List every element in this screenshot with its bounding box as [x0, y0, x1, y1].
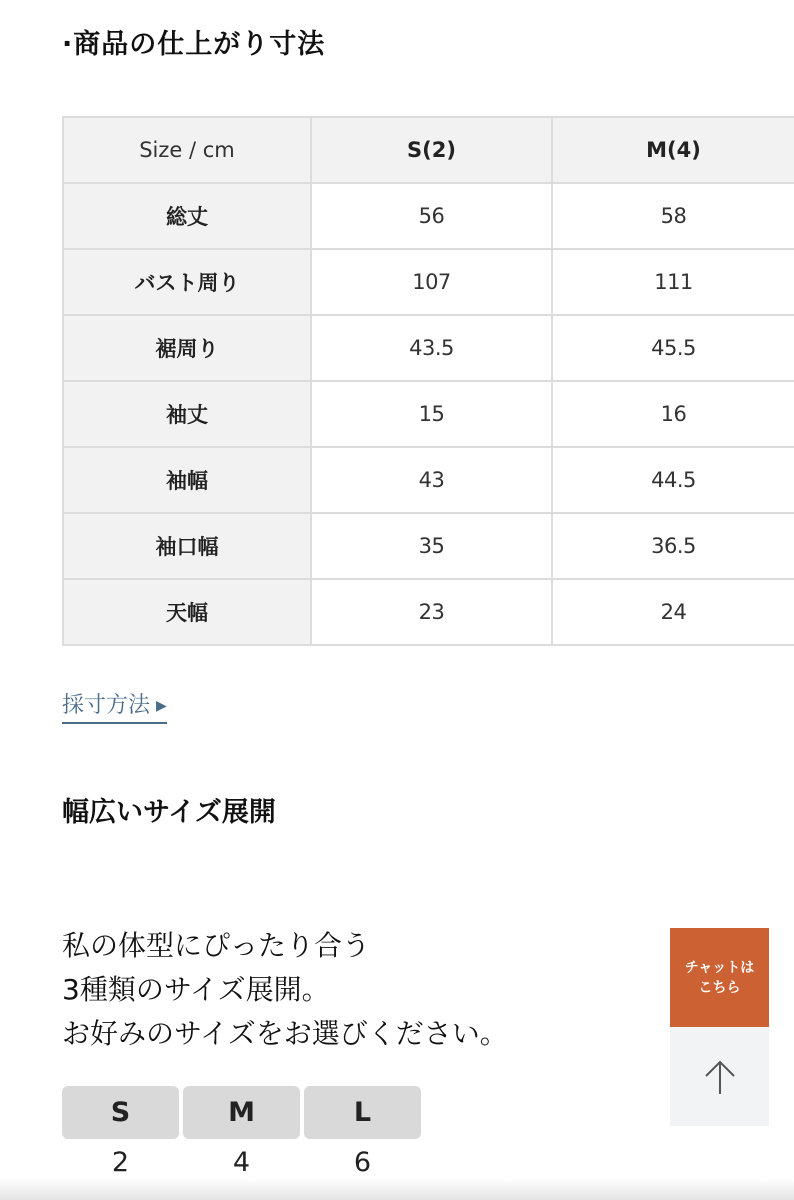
table-row [63, 183, 794, 249]
header-size-m: M(4) [552, 117, 794, 183]
intro-line: 3種類のサイズ展開。 [62, 973, 330, 1006]
size-number-m: 4 [232, 1147, 251, 1178]
size-tabs [62, 1086, 421, 1139]
row-label: 総丈 [63, 183, 311, 249]
row-label: 袖幅 [63, 447, 311, 513]
cell-s: 23 [311, 579, 552, 645]
cell-m: 36.5 [552, 513, 794, 579]
cell-s: 56 [311, 183, 552, 249]
row-label: 袖口幅 [63, 513, 311, 579]
play-arrow-icon: ▶ [156, 698, 167, 714]
size-number-s: 2 [111, 1147, 130, 1178]
cell-s: 35 [311, 513, 552, 579]
table-row [63, 447, 794, 513]
cell-s: 107 [311, 249, 552, 315]
header-size-cm: Size / cm [63, 117, 311, 183]
cell-m: 111 [552, 249, 794, 315]
size-tab-m[interactable]: M [183, 1086, 300, 1139]
measurement-method-label: 採寸方法 [62, 693, 151, 718]
chat-button-label-line2: こちら [698, 979, 741, 996]
table-row [63, 315, 794, 381]
row-label: 天幅 [63, 579, 311, 645]
chat-button-label-line1: チャットは [684, 959, 755, 976]
header-size-s: S(2) [311, 117, 552, 183]
intro-line: お好みのサイズをお選びください。 [62, 1017, 508, 1050]
arrow-up-icon [703, 1058, 737, 1096]
table-row [63, 381, 794, 447]
cell-m: 45.5 [552, 315, 794, 381]
section-title: ·商品の仕上がり寸法 [62, 29, 326, 60]
cell-m: 44.5 [552, 447, 794, 513]
cell-m: 58 [552, 183, 794, 249]
size-table [62, 116, 794, 646]
row-label: 袖丈 [63, 381, 311, 447]
row-label: 裾周り [63, 315, 311, 381]
table-row [63, 249, 794, 315]
measurement-method-link[interactable] [62, 688, 167, 724]
table-row [63, 579, 794, 645]
size-tab-s[interactable]: S [62, 1086, 179, 1139]
scroll-to-top-button[interactable] [670, 1027, 769, 1126]
row-label: バスト周り [63, 249, 311, 315]
size-numbers [62, 1147, 421, 1178]
cell-s: 15 [311, 381, 552, 447]
bottom-shadow [0, 1178, 794, 1200]
size-tab-l[interactable]: L [304, 1086, 421, 1139]
cell-m: 16 [552, 381, 794, 447]
size-range-heading: 幅広いサイズ展開 [62, 797, 276, 828]
cell-s: 43.5 [311, 315, 552, 381]
cell-m: 24 [552, 579, 794, 645]
table-row [63, 513, 794, 579]
cell-s: 43 [311, 447, 552, 513]
size-number-l: 6 [353, 1147, 372, 1178]
intro-line: 私の体型にぴったり合う [62, 929, 371, 962]
size-intro-text [62, 924, 508, 1056]
table-header-row [63, 117, 794, 183]
chat-button[interactable] [670, 928, 769, 1027]
